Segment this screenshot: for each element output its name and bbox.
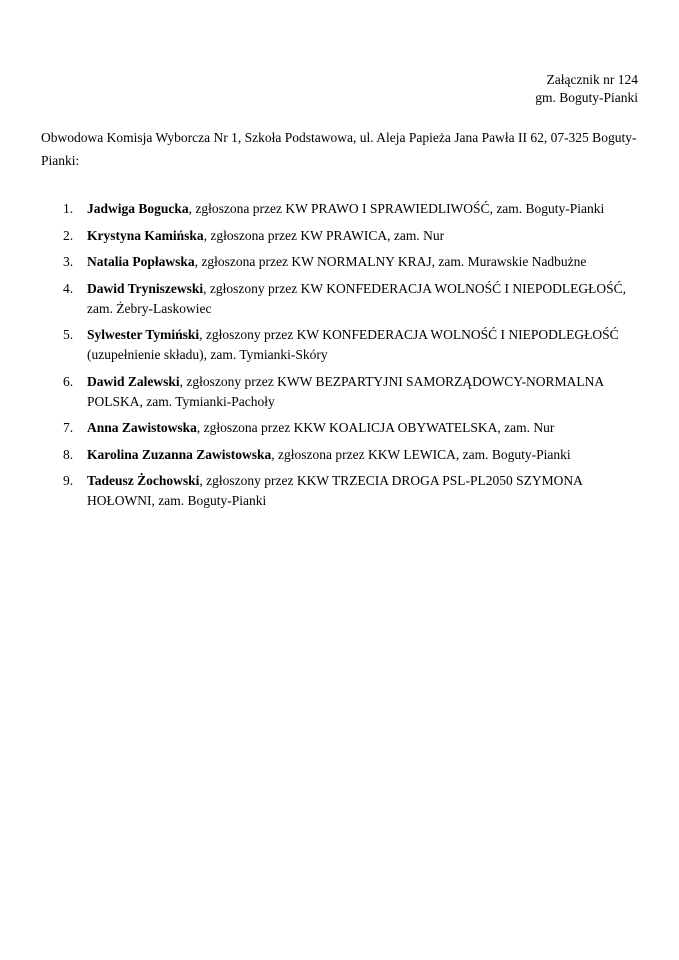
commission-description: Obwodowa Komisja Wyborcza Nr 1, Szkoła Podstawowa, ul. Aleja Papieża Jana Pawła II 62, 07-325 Boguty-Pianki: — [41, 130, 637, 168]
municipality-name: gm. Boguty-Pianki — [535, 89, 638, 105]
member-item — [41, 252, 641, 272]
attachment-number: Załącznik nr 124 — [546, 72, 638, 87]
member-name: Dawid Tryniszewski — [87, 280, 204, 296]
member-name: Karolina Zuzanna Zawistowska — [87, 446, 272, 462]
member-name: Anna Zawistowska — [87, 420, 197, 435]
member-number: 7. — [63, 420, 74, 435]
members-list — [41, 199, 641, 518]
member-item — [41, 279, 641, 319]
member-name: Dawid Zalewski — [87, 373, 180, 389]
member-item — [41, 418, 641, 438]
member-details: , zgłoszona przez KKW KOALICJA OBYWATELSKA, zam. Nur — [196, 420, 555, 435]
member-name: Jadwiga Bogucka — [87, 201, 189, 216]
member-number: 1. — [63, 201, 74, 216]
member-name: Krystyna Kamińska — [87, 227, 204, 243]
member-details: , zgłoszona przez KW NORMALNY KRAJ, zam. Murawskie Nadbużne — [194, 254, 587, 269]
member-item — [41, 325, 641, 365]
member-number: 9. — [63, 473, 74, 488]
member-number: 3. — [63, 254, 74, 269]
member-details: , zgłoszona przez KW PRAWO I SPRAWIEDLIWOŚĆ, zam. Boguty-Pianki — [188, 201, 605, 216]
member-item — [41, 372, 641, 412]
member-details: , zgłoszony przez KKW TRZECIA DROGA PSL-PL2050 SZYMONA HOŁOWNI, zam. Boguty-Pianki — [87, 473, 583, 508]
member-number: 2. — [63, 227, 74, 243]
member-name: Tadeusz Żochowski — [87, 473, 200, 488]
member-details: , zgłoszona przez KKW LEWICA, zam. Boguty-Pianki — [271, 446, 571, 462]
member-number: 8. — [63, 446, 74, 462]
member-item — [41, 226, 641, 246]
attachment-header — [535, 71, 638, 106]
member-number: 5. — [63, 327, 74, 342]
member-details: , zgłoszony przez KW KONFEDERACJA WOLNOŚĆ I NIEPODLEGŁOŚĆ, zam. Żebry-Laskowiec — [87, 280, 627, 316]
member-number: 4. — [63, 280, 74, 296]
member-details: , zgłoszony przez KWW BEZPARTYJNI SAMORZĄDOWCY-NORMALNA POLSKA, zam. Tymianki-Pachoły — [87, 373, 604, 409]
member-item — [41, 471, 641, 511]
member-item — [41, 199, 641, 219]
member-details: , zgłoszony przez KW KONFEDERACJA WOLNOŚĆ I NIEPODLEGŁOŚĆ (uzupełnienie składu), zam. Tymianki-Skóry — [87, 327, 619, 362]
member-item — [41, 445, 641, 465]
member-details: , zgłoszona przez KW PRAWICA, zam. Nur — [203, 227, 445, 243]
member-name: Sylwester Tymiński — [87, 327, 200, 342]
member-name: Natalia Popławska — [87, 254, 195, 269]
member-number: 6. — [63, 373, 74, 389]
